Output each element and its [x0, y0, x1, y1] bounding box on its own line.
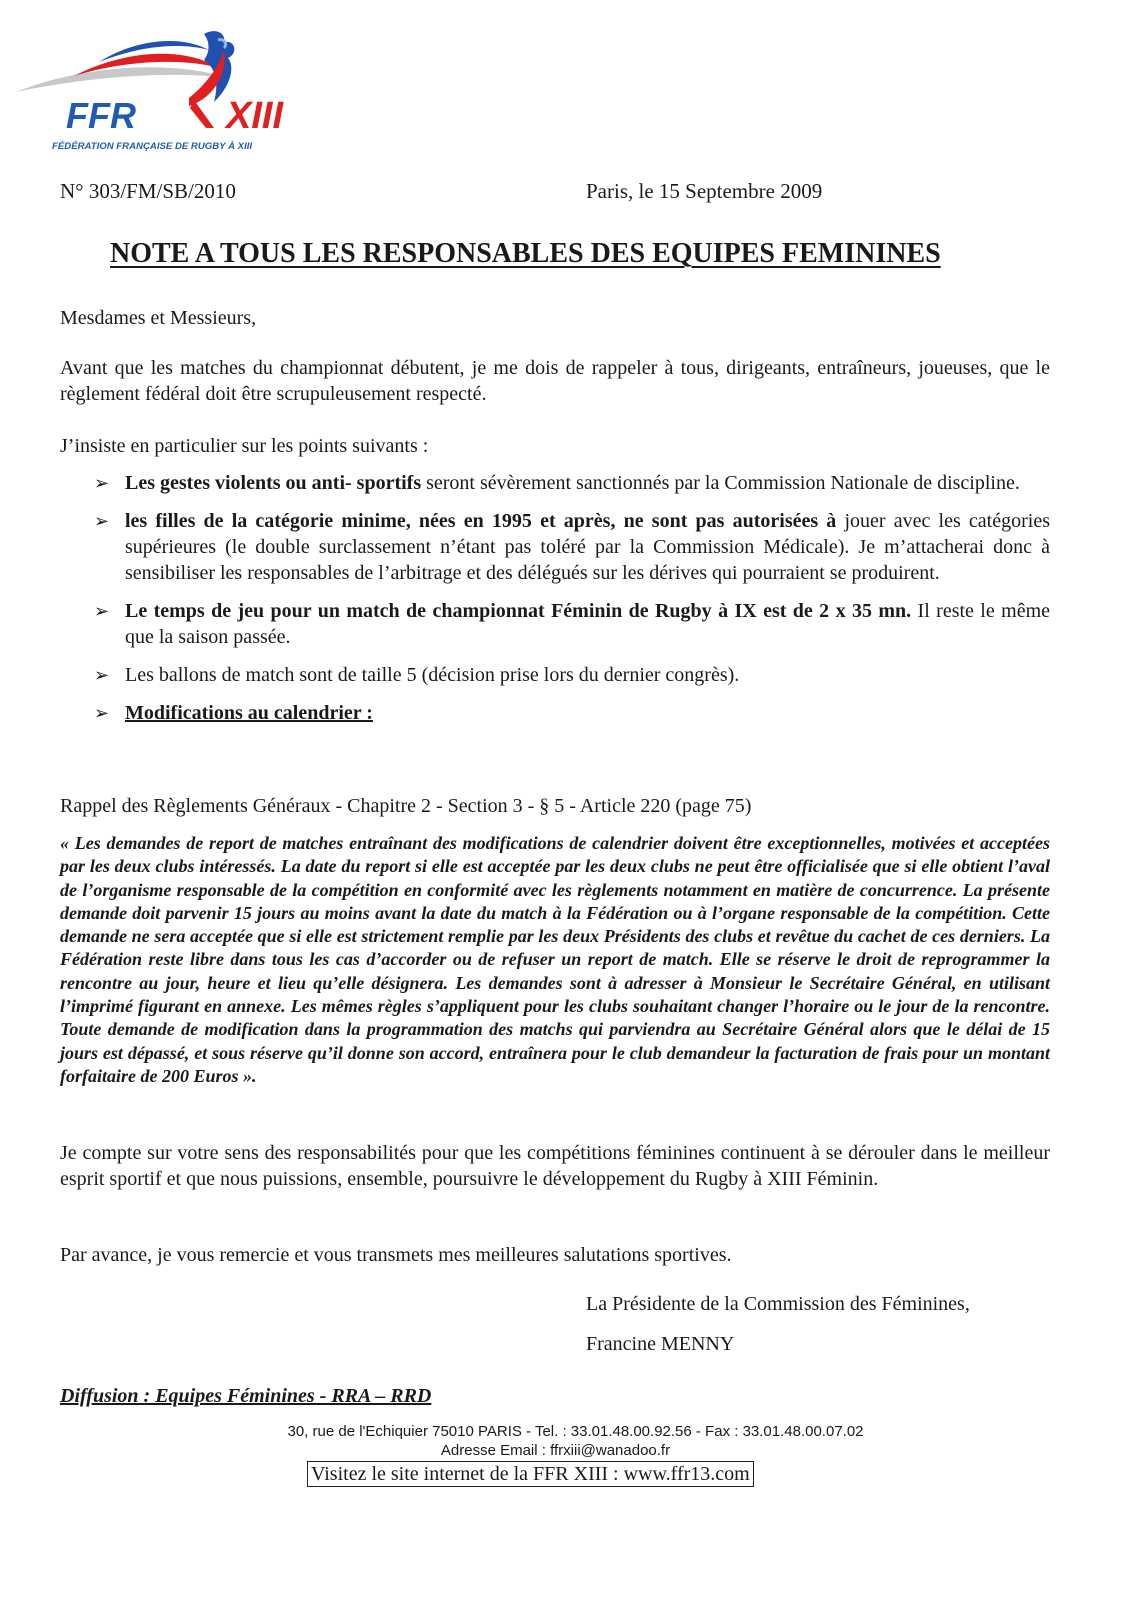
page-title: NOTE A TOUS LES RESPONSABLES DES EQUIPES FEMININES: [110, 238, 941, 269]
logo-xiii-text: XIII: [226, 95, 284, 137]
rooster-logo-icon: [14, 28, 334, 158]
bullet-text: seront sévèrement sanctionnés par la Commission Nationale de discipline.: [421, 472, 1020, 494]
list-item: [60, 662, 1050, 688]
arrow-bullet-icon: ➢: [94, 665, 110, 685]
bullet-bold-text: Modifications au calendrier :: [125, 702, 373, 724]
bullet-bold-text: Le temps de jeu pour un match de championnat Féminin de Rugby à IX est de 2 x 35 mn.: [125, 600, 912, 622]
footer-email: Adresse Email : ffrxiii@wanadoo.fr: [440, 1442, 671, 1459]
closing-paragraph: Je compte sur votre sens des responsabilités pour que les compétitions féminines continuent à se dérouler dans le meilleur esprit sportif et que nous puissions, ensemble, poursuivre le développement du Rugby à XIII Féminin.: [60, 1142, 1050, 1190]
intro-paragraph: Avant que les matches du championnat débutent, je me dois de rappeler à tous, dirigeants, entraîneurs, joueuses, que le règlement fédéral doit être scrupuleusement respecté.: [60, 357, 1050, 405]
list-item: [60, 470, 1050, 496]
insist-paragraph: J’insiste en particulier sur les points suivants :: [60, 435, 429, 457]
salutation: Mesdames et Messieurs,: [60, 307, 257, 329]
arrow-bullet-icon: ➢: [94, 601, 110, 621]
ffr-xiii-logo: [14, 28, 334, 158]
arrow-bullet-icon: ➢: [94, 473, 110, 493]
footer-address: 30, rue de l'Echiquier 75010 PARIS - Tel. : 33.01.48.00.92.56 - Fax : 33.01.48.00.07.02: [287, 1423, 864, 1440]
arrow-bullet-icon: ➢: [94, 703, 110, 723]
document-reference: N° 303/FM/SB/2010: [60, 179, 236, 203]
logo-ffr-text: FFR: [66, 95, 136, 136]
diffusion-line: Diffusion : Equipes Féminines - RRA – RRD: [60, 1385, 432, 1407]
list-item: [60, 700, 1050, 726]
rules-quote: « Les demandes de report de matches entraînant des modifications de calendrier doivent être exceptionnelles, motivées et acceptées par les deux clubs intéressés. La date du report si elle est acceptée par les deux clubs ne peut être officialisée que si elle obtient l’aval de l’organisme responsable de la compétition en conformité avec les règlements notamment en matière de concurrence. La présente demande doit parvenir 15 jours au moins avant la date du match à la Fédération ou à l’organe responsable de la compétition. Cette demande ne sera acceptée que si elle est strictement remplie par les deux Présidents des clubs et revêtue du cachet de ces derniers. La Fédération reste libre dans tous les cas d’accorder ou de refuser un report de match. Elle se réserve le droit de reprogrammer la rencontre au jour, heure et lieu qu’elle désignera. Les demandes sont à adresser à Monsieur le Secrétaire Général, en utilisant l’imprimé figurant en annexe. Les mêmes règles s’appliquent pour les clubs souhaitant changer l’horaire ou le jour de la rencontre. Toute demande de modification dans la programmation des matchs qui parviendra au Secrétaire Général alors que le délai de 15 jours est dépassé, et sous réserve qu’il donne son accord, entraînera pour le club demandeur la facturation de frais pour un montant forfaitaire de 200 Euros ».: [60, 833, 1050, 1086]
rules-reference: Rappel des Règlements Généraux - Chapitre 2 - Section 3 - § 5 - Article 220 (page 75): [60, 795, 752, 817]
bullet-text: Il reste le même que la saison passée.: [125, 600, 1050, 648]
document-date: Paris, le 15 Septembre 2009: [586, 179, 823, 203]
bullet-bold-text: les filles de la catégorie minime, nées en 1995 et après, ne sont pas autorisées à: [125, 510, 837, 532]
points-list: [60, 470, 1050, 738]
footer-website: Visitez le site internet de la FFR XIII : www.ffr13.com: [307, 1461, 754, 1487]
logo-subtitle: FÉDÉRATION FRANÇAISE DE RUGBY À XIII: [52, 141, 253, 152]
list-item: [60, 508, 1050, 586]
bullet-bold-text: Les gestes violents ou anti- sportifs: [125, 472, 422, 494]
signature-role: La Présidente de la Commission des Féminines,: [586, 1293, 970, 1315]
thanks-paragraph: Par avance, je vous remercie et vous transmets mes meilleures salutations sportives.: [60, 1244, 732, 1266]
signature-name: Francine MENNY: [586, 1333, 735, 1355]
arrow-bullet-icon: ➢: [94, 511, 110, 531]
bullet-text: Les ballons de match sont de taille 5 (décision prise lors du dernier congrès).: [125, 664, 740, 686]
bullet-text: jouer avec les catégories supérieures (le double surclassement n’étant pas toléré par la Commission Médicale). Je m’attacherai donc à sensibiliser les responsables de l’arbitrage et des délégués sur les dérives qui pourraient se produirent.: [125, 510, 1050, 584]
list-item: [60, 598, 1050, 650]
